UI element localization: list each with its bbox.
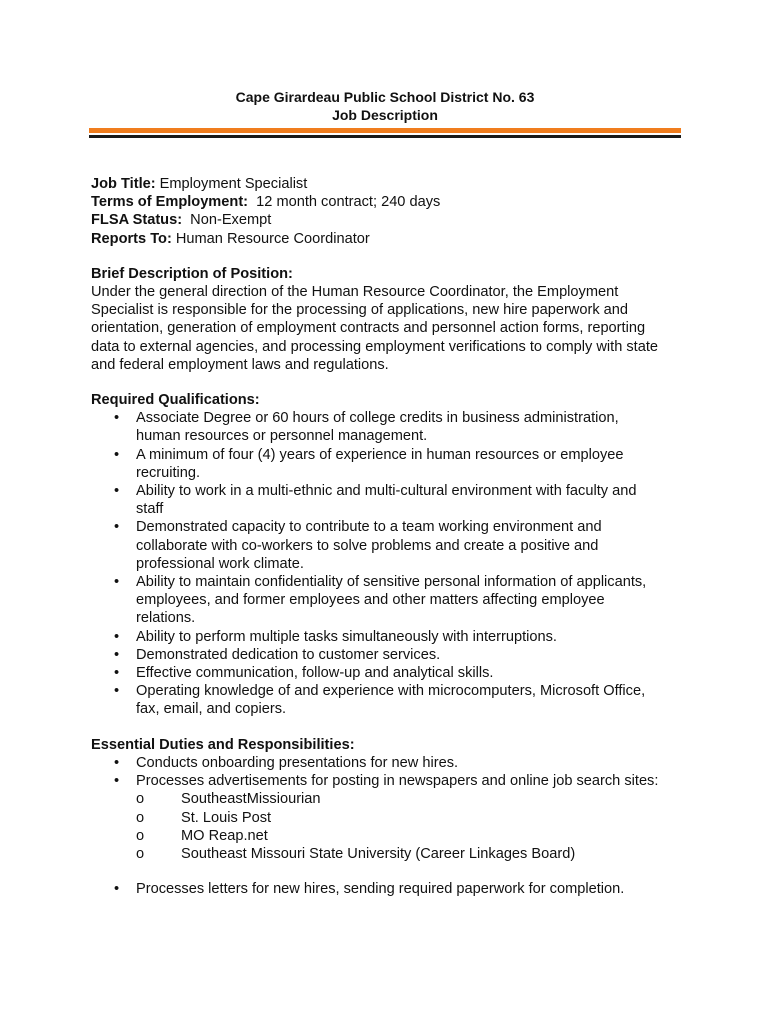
circle-bullet-icon: o	[136, 791, 145, 808]
advertising-sites-list	[91, 790, 691, 863]
item-text: fax, email, and copiers.	[136, 701, 287, 718]
list-item	[91, 518, 691, 573]
circle-bullet-icon: o	[136, 827, 145, 844]
list-item	[91, 809, 691, 827]
bullet-icon: •	[114, 574, 120, 591]
job-title-line	[91, 175, 691, 193]
item-text: Demonstrated capacity to contribute to a team working environment and	[136, 519, 602, 536]
list-item	[91, 446, 691, 482]
item-text: St. Louis Post	[181, 809, 272, 826]
list-item	[91, 409, 691, 445]
bullet-icon: •	[114, 446, 120, 463]
item-text: Conducts onboarding presentations for new hires.	[136, 754, 459, 771]
item-text: Processes letters for new hires, sending required paperwork for completion.	[136, 881, 625, 898]
bullet-icon: •	[114, 881, 120, 898]
bullet-icon: •	[114, 410, 120, 427]
reports-value: Human Resource Coordinator	[171, 230, 370, 247]
duties-section	[91, 736, 691, 899]
item-text: Ability to perform multiple tasks simultaneously with interruptions.	[136, 628, 557, 645]
bullet-icon: •	[114, 773, 120, 790]
bullet-icon: •	[114, 628, 120, 645]
brief-line: Specialist is responsible for the processing of applications, new hire paperwork and	[91, 302, 629, 319]
job-title-label: Job Title:	[91, 176, 156, 192]
item-text: Processes advertisements for posting in newspapers and online job search sites:	[136, 773, 659, 790]
brief-line: orientation, generation of employment contracts and personnel action forms, reporting	[91, 320, 646, 337]
black-divider	[89, 135, 681, 138]
qualifications-heading: Required Qualifications:	[91, 392, 260, 409]
item-text: Southeast Missouri State University (Career Linkages Board)	[181, 845, 576, 862]
list-item	[91, 827, 691, 845]
item-text: staff	[136, 501, 164, 518]
orange-divider	[89, 128, 681, 133]
bullet-icon: •	[114, 665, 120, 682]
circle-bullet-icon: o	[136, 809, 145, 826]
document-header	[0, 88, 770, 124]
list-item	[91, 880, 691, 898]
item-text: SoutheastMissiourian	[181, 791, 321, 808]
item-text: Ability to work in a multi-ethnic and multi-cultural environment with faculty and	[136, 483, 637, 500]
item-text: collaborate with co-workers to solve problems and create a positive and	[136, 537, 599, 554]
district-name: Cape Girardeau Public School District No. 63	[235, 89, 535, 105]
terms-label: Terms of Employment:	[91, 194, 249, 211]
item-text: professional work climate.	[136, 555, 304, 572]
item-text: Demonstrated dedication to customer services.	[136, 646, 441, 663]
terms-line	[91, 193, 691, 211]
flsa-line	[91, 211, 691, 229]
reports-label: Reports To:	[91, 230, 172, 247]
duties-list	[91, 754, 691, 790]
terms-value: 12 month contract; 240 days	[248, 194, 441, 211]
item-text: human resources or personnel management.	[136, 428, 428, 445]
brief-heading: Brief Description of Position:	[91, 265, 293, 282]
item-text: recruiting.	[136, 464, 201, 481]
bullet-icon: •	[114, 683, 120, 700]
list-item	[91, 790, 691, 808]
brief-line: data to external agencies, and processing employment verifications to comply with state	[91, 338, 659, 355]
document-type: Job Description	[332, 107, 438, 123]
list-item	[91, 845, 691, 863]
item-text: relations.	[136, 610, 196, 627]
item-text: Ability to maintain confidentiality of sensitive personal information of applicants,	[136, 574, 647, 591]
item-text: Effective communication, follow-up and analytical skills.	[136, 665, 494, 682]
job-title-value: Employment Specialist	[155, 176, 308, 192]
bullet-icon: •	[114, 519, 120, 536]
bullet-icon: •	[114, 754, 120, 771]
item-text: MO Reap.net	[181, 827, 268, 844]
flsa-label: FLSA Status:	[91, 212, 183, 229]
qualifications-list	[91, 409, 691, 718]
duties-heading: Essential Duties and Responsibilities:	[91, 736, 355, 753]
list-item	[91, 772, 691, 790]
job-info-block	[91, 175, 691, 248]
item-text: Associate Degree or 60 hours of college credits in business administration,	[136, 410, 619, 427]
brief-line: Under the general direction of the Human Resource Coordinator, the Employment	[91, 284, 619, 301]
brief-description-section	[91, 265, 691, 374]
item-text: Operating knowledge of and experience with microcomputers, Microsoft Office,	[136, 683, 646, 700]
spacer	[91, 863, 691, 880]
bullet-icon: •	[114, 646, 120, 663]
duties-list-continued	[91, 880, 691, 898]
list-item	[91, 482, 691, 518]
bullet-icon: •	[114, 483, 120, 500]
circle-bullet-icon: o	[136, 845, 145, 862]
list-item	[91, 754, 691, 772]
list-item	[91, 628, 691, 646]
list-item	[91, 646, 691, 664]
document-body	[91, 175, 691, 898]
flsa-value: Non-Exempt	[182, 212, 272, 229]
list-item	[91, 682, 691, 718]
list-item	[91, 664, 691, 682]
list-item	[91, 573, 691, 628]
reports-line	[91, 230, 691, 248]
brief-line: and federal employment laws and regulations.	[91, 356, 389, 373]
item-text: A minimum of four (4) years of experience in human resources or employee	[136, 446, 624, 463]
qualifications-section	[91, 391, 691, 719]
item-text: employees, and former employees and other matters affecting employee	[136, 592, 605, 609]
